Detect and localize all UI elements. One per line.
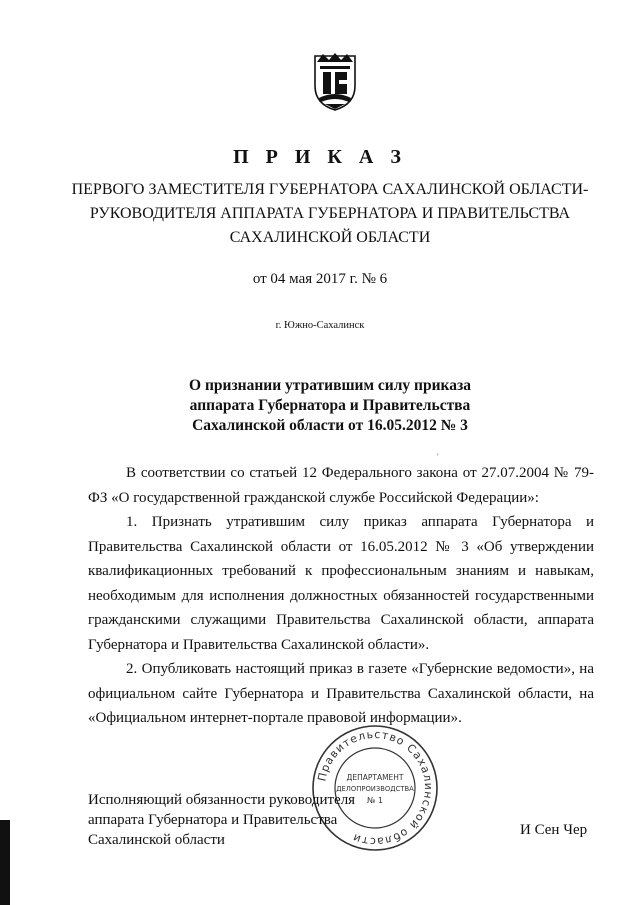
stamp-center-line: ДЕЛОПРОИЗВОДСТВА — [336, 785, 414, 793]
signatory-name: И Сен Чер — [520, 822, 588, 838]
document-subtitle — [60, 178, 600, 250]
document-heading — [160, 376, 500, 436]
scan-edge-bar — [0, 820, 10, 905]
heading-line: аппарата Губернатора и Правительства — [189, 397, 471, 414]
signature-position-line: Исполняющий обязанности руководителя — [88, 792, 356, 808]
coat-of-arms-icon — [313, 50, 357, 112]
subtitle-line: ПЕРВОГО ЗАМЕСТИТЕЛЯ ГУБЕРНАТОРА САХАЛИНСКОЙ ОБЛАСТИ- — [71, 181, 589, 198]
body-paragraph: В соответствии со статьей 12 Федерального закона от 27.07.2004 № 79-ФЗ «О государственной гражданской службе Российской Федерации»: — [88, 465, 594, 506]
document-title: П Р И К А З — [233, 146, 407, 168]
body-paragraph: 2. Опубликовать настоящий приказ в газете «Губернские ведомости», на официальном сайте Губернатора и Правительства Сахалинской области, на «Официальном интернет-портале правовой информации». — [88, 661, 594, 726]
heading-line: Сахалинской области от 16.05.2012 № 3 — [192, 417, 468, 434]
stamp-center-line: ДЕПАРТАМЕНТ — [346, 773, 404, 782]
signature-position — [88, 790, 355, 850]
tick-mark: ' — [437, 452, 439, 462]
heading-line: О признании утратившим силу приказа — [189, 377, 471, 394]
stamp-ring-text: Правительство Сахалинской области — [315, 727, 436, 849]
document-date: от 04 мая 2017 г. № 6 — [252, 271, 388, 287]
signature-position-line: Сахалинской области — [88, 832, 225, 848]
body-paragraph: 1. Признать утратившим силу приказ аппарата Губернатора и Правительства Сахалинской области от 16.05.2012 № 3 «Об утверждении квалификационных требований к профессиональным знаниям и навыкам, необходимым для исполнения должностных обязанностей государственными гражданскими служащими Правительства Сахалинской области, аппарата Губернатора и Правительства Сахалинской области». — [88, 514, 594, 653]
subtitle-line: САХАЛИНСКОЙ ОБЛАСТИ — [229, 229, 431, 246]
subtitle-line: РУКОВОДИТЕЛЯ АППАРАТА ГУБЕРНАТОРА И ПРАВИТЕЛЬСТВА — [89, 205, 571, 222]
signature-position-line: аппарата Губернатора и Правительства — [88, 812, 338, 828]
document-city: г. Южно-Сахалинск — [275, 320, 365, 331]
stamp-center-number: № 1 — [367, 796, 383, 805]
document-body — [88, 461, 594, 731]
